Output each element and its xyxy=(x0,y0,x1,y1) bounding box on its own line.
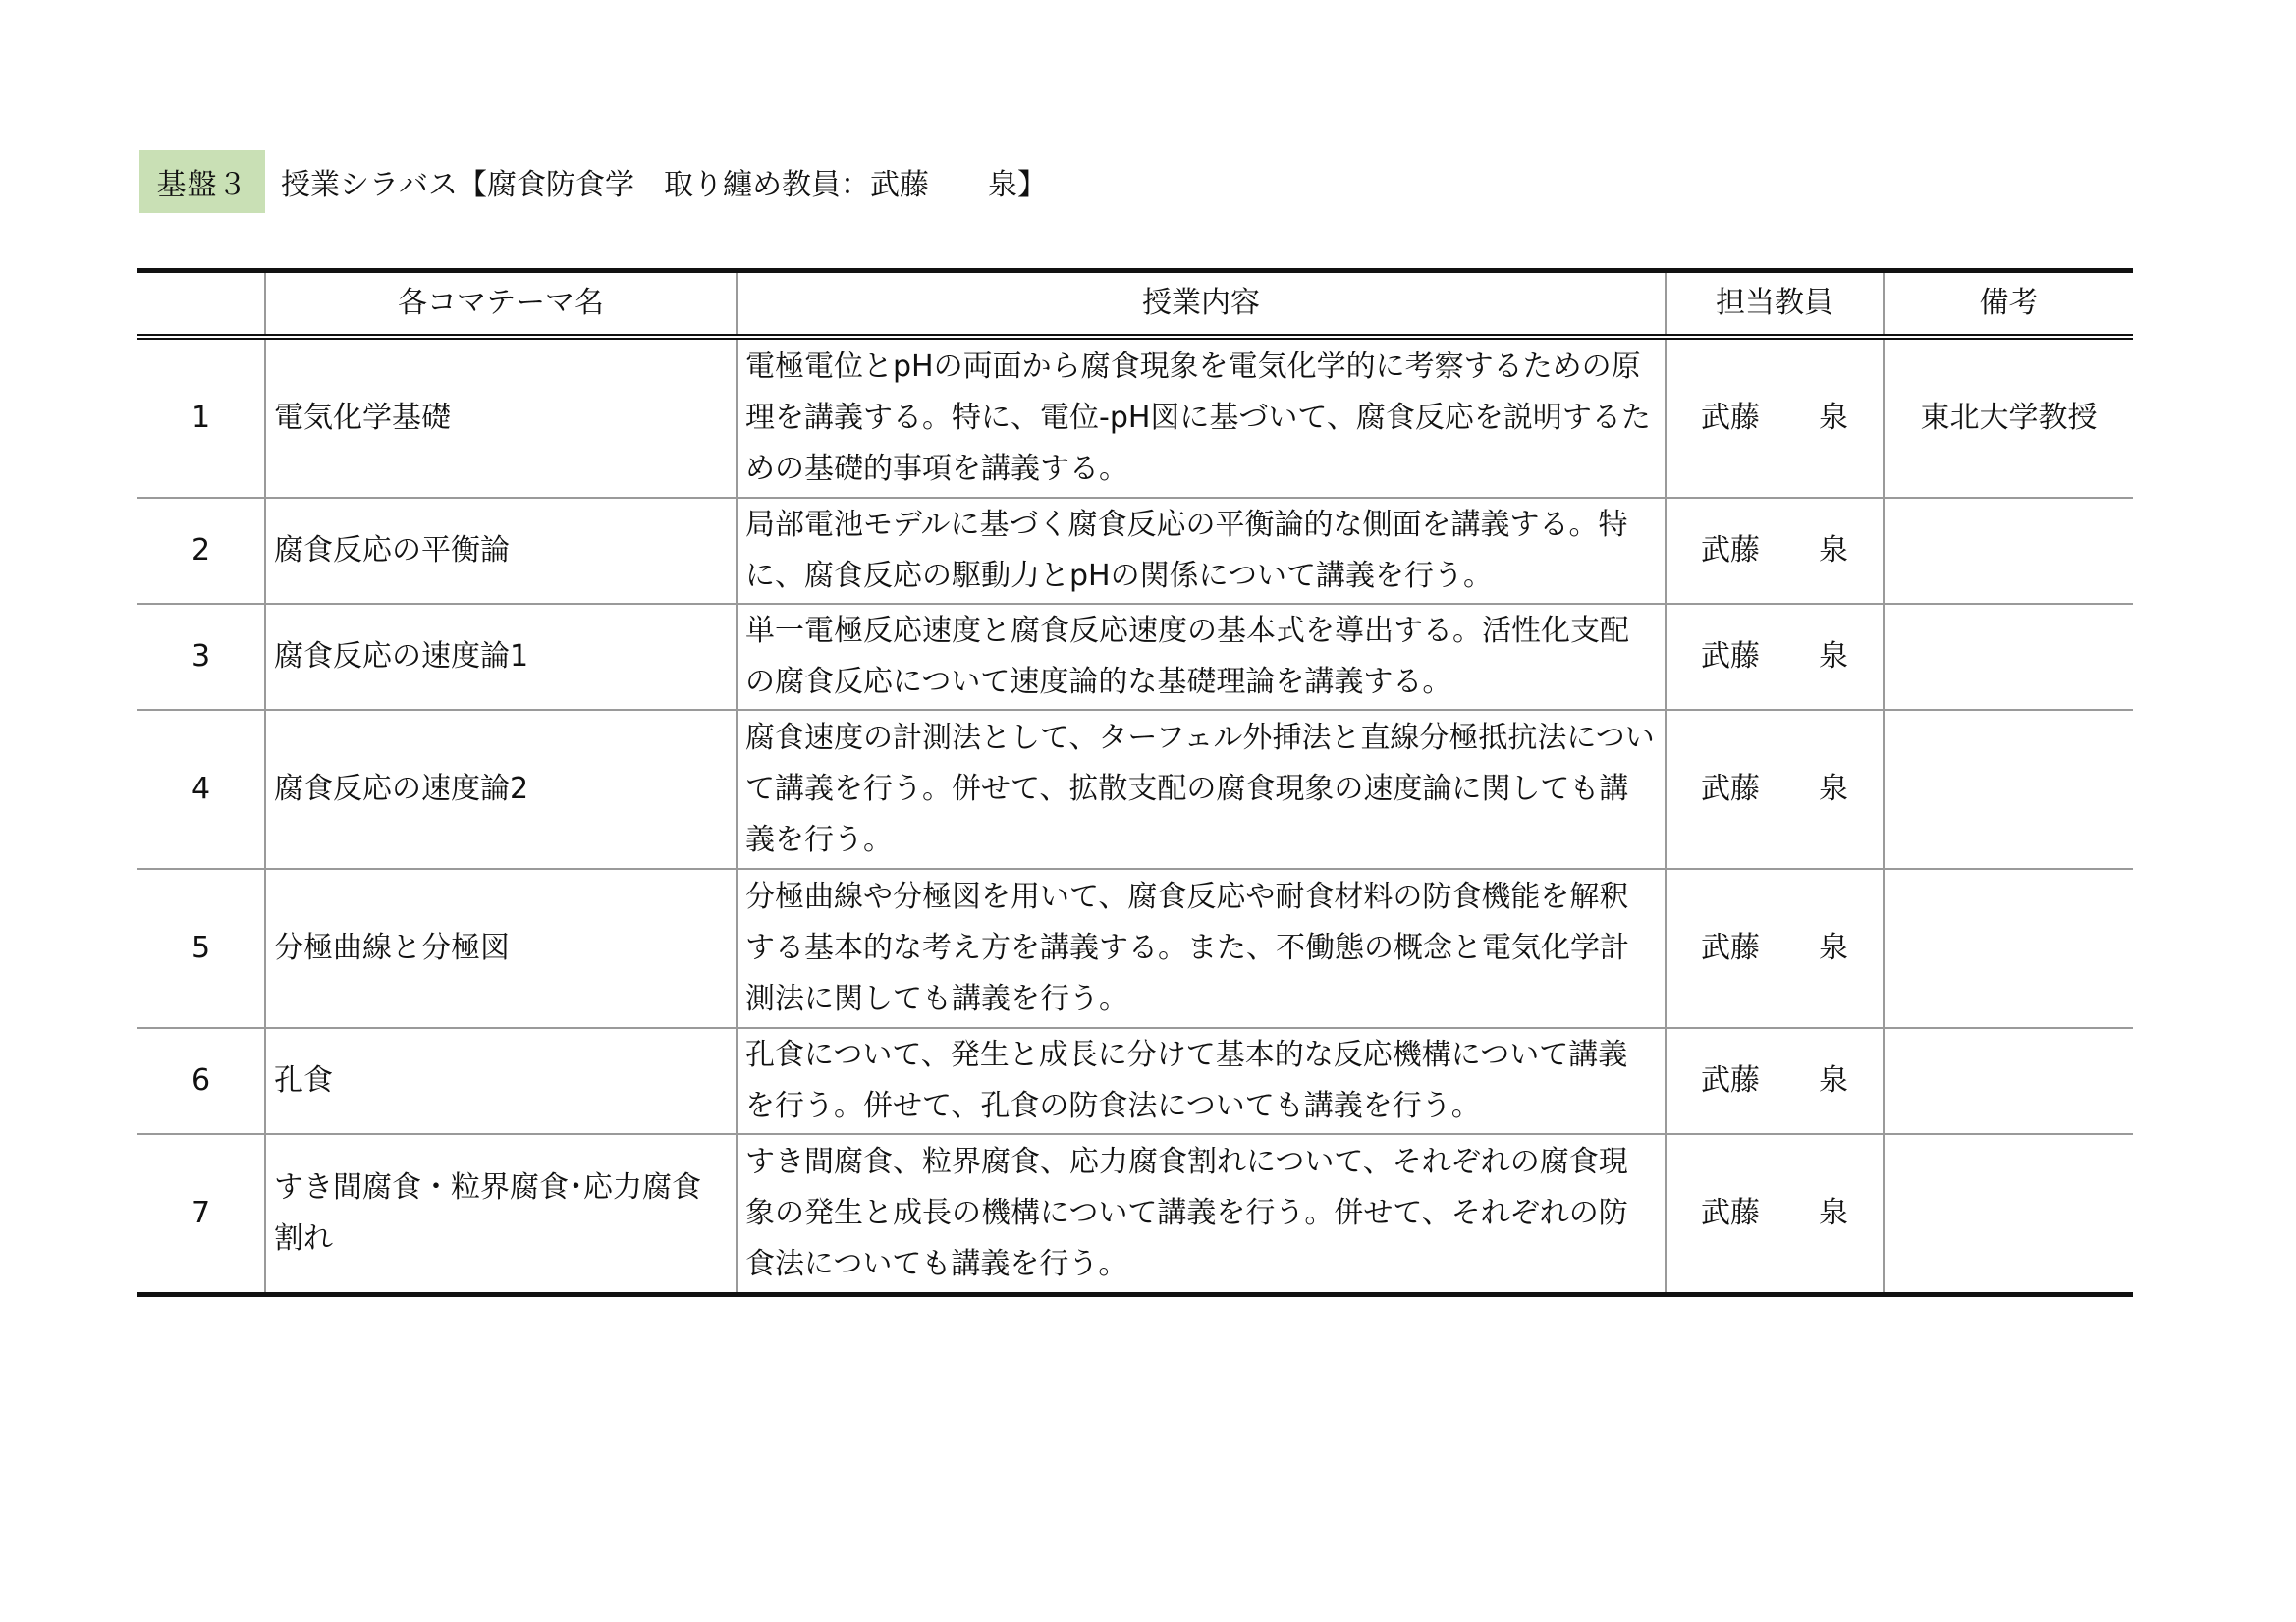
session-content: 電極電位とpHの両面から腐食現象を電気化学的に考察するための原理を講義する。特に、電位-pH図に基づいて、腐食反応を説明するための基礎的事項を講義する。 xyxy=(737,337,1666,498)
session-content: 分極曲線や分極図を用いて、腐食反応や耐食材料の防食機能を解釈する基本的な考え方を講義する。また、不働態の概念と電気化学計測法に関しても講義を行う。 xyxy=(737,869,1666,1028)
table-row xyxy=(137,710,2133,869)
session-content: 単一電極反応速度と腐食反応速度の基本式を導出する。活性化支配の腐食反応について速度論的な基礎理論を講義する。 xyxy=(737,604,1666,710)
teacher-name: 武藤 泉 xyxy=(1701,533,1848,568)
session-note xyxy=(1884,498,2133,604)
session-theme: 腐食反応の平衡論 xyxy=(265,498,737,604)
session-content: 局部電池モデルに基づく腐食反応の平衡論的な側面を講義する。特に、腐食反応の駆動力とpHの関係について講義を行う。 xyxy=(737,498,1666,604)
session-teacher xyxy=(1666,869,1884,1028)
teacher-name: 武藤 泉 xyxy=(1701,772,1848,806)
session-theme: 孔食 xyxy=(265,1028,737,1134)
document-header xyxy=(139,150,1047,213)
teacher-name: 武藤 泉 xyxy=(1701,931,1848,965)
table-row xyxy=(137,1134,2133,1295)
session-theme: すき間腐食・粒界腐食･応力腐食割れ xyxy=(265,1134,737,1295)
teacher-name: 武藤 泉 xyxy=(1701,401,1848,435)
session-teacher xyxy=(1666,498,1884,604)
session-note: 東北大学教授 xyxy=(1884,337,2133,498)
teacher-name: 武藤 泉 xyxy=(1701,1063,1848,1098)
session-teacher xyxy=(1666,1028,1884,1134)
session-content: すき間腐食、粒界腐食、応力腐食割れについて、それぞれの腐食現象の発生と成長の機構について講義を行う。併せて、それぞれの防食法についても講義を行う。 xyxy=(737,1134,1666,1295)
section-badge: 基盤３ xyxy=(139,150,265,213)
column-header-teacher: 担当教員 xyxy=(1666,271,1884,338)
session-teacher xyxy=(1666,1134,1884,1295)
session-note xyxy=(1884,1134,2133,1295)
session-theme: 分極曲線と分極図 xyxy=(265,869,737,1028)
page-title: 授業シラバス【腐食防食学 取り纏め教員：武藤 泉】 xyxy=(281,168,1047,202)
session-note xyxy=(1884,710,2133,869)
session-note xyxy=(1884,869,2133,1028)
table-row xyxy=(137,604,2133,710)
session-number: 1 xyxy=(137,337,265,498)
session-note xyxy=(1884,1028,2133,1134)
teacher-name: 武藤 泉 xyxy=(1701,1196,1848,1230)
session-note xyxy=(1884,604,2133,710)
session-number: 4 xyxy=(137,710,265,869)
session-theme: 腐食反応の速度論2 xyxy=(265,710,737,869)
column-header-number xyxy=(137,271,265,338)
session-content: 腐食速度の計測法として、ターフェル外挿法と直線分極抵抗法について講義を行う。併せて、拡散支配の腐食現象の速度論に関しても講義を行う。 xyxy=(737,710,1666,869)
table-row xyxy=(137,498,2133,604)
table-row xyxy=(137,869,2133,1028)
table-row xyxy=(137,337,2133,498)
session-theme: 電気化学基礎 xyxy=(265,337,737,498)
table-row xyxy=(137,1028,2133,1134)
session-teacher xyxy=(1666,604,1884,710)
session-content: 孔食について、発生と成長に分けて基本的な反応機構について講義を行う。併せて、孔食の防食法についても講義を行う。 xyxy=(737,1028,1666,1134)
session-number: 2 xyxy=(137,498,265,604)
session-teacher xyxy=(1666,337,1884,498)
column-header-note: 備考 xyxy=(1884,271,2133,338)
session-number: 7 xyxy=(137,1134,265,1295)
session-number: 3 xyxy=(137,604,265,710)
session-number: 5 xyxy=(137,869,265,1028)
syllabus-table xyxy=(137,268,2133,1297)
column-header-theme: 各コマテーマ名 xyxy=(265,271,737,338)
session-teacher xyxy=(1666,710,1884,869)
table-header-row xyxy=(137,271,2133,338)
teacher-name: 武藤 泉 xyxy=(1701,639,1848,674)
column-header-content: 授業内容 xyxy=(737,271,1666,338)
session-number: 6 xyxy=(137,1028,265,1134)
session-theme: 腐食反応の速度論1 xyxy=(265,604,737,710)
